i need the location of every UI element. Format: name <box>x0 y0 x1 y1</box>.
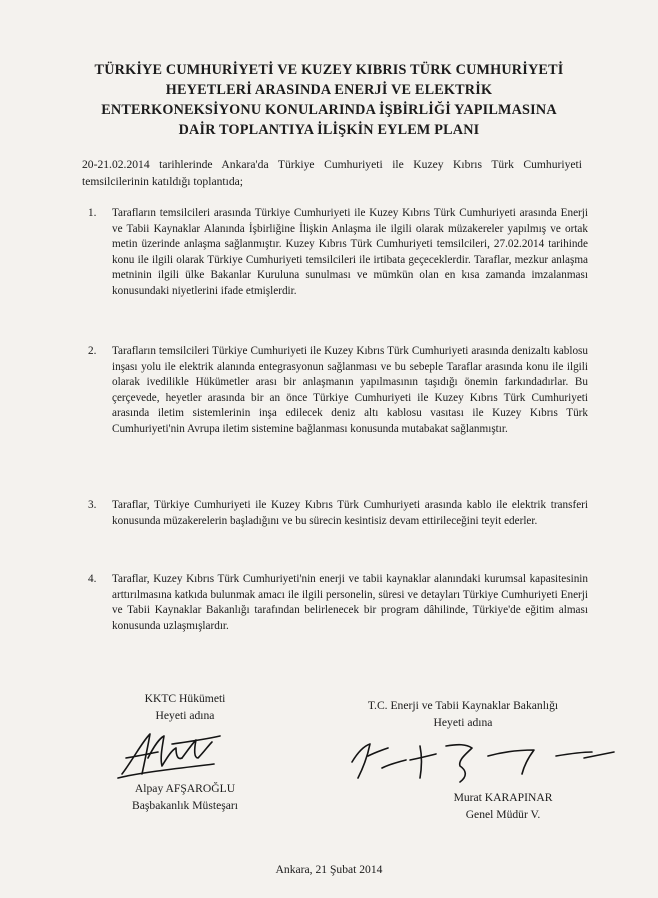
place-and-date: Ankara, 21 Şubat 2014 <box>275 863 383 876</box>
item-text: Taraflar, Kuzey Kıbrıs Türk Cumhuriyeti'nin enerji ve tabii kaynaklar alanındaki kurumsal kapasitesinin arttırılmasına katkıda bulunmak amacı ile ilgili personelin, süresi ve detayları Türkiye Cumhuriyeti Enerji ve Tabii Kaynaklar Bakanlığı tarafından belirlenecek bir program dâhilinde, Türkiye'de eğitim alması konusunda uzlaşmışlardır. <box>112 573 588 632</box>
title-line: TÜRKİYE CUMHURİYETİ VE KUZEY KIBRIS TÜRK CUMHURİYETİ <box>94 62 564 78</box>
item-number: 4. <box>88 573 97 585</box>
item-number: 3. <box>88 499 97 511</box>
item-text: Tarafların temsilcileri Türkiye Cumhuriyeti ile Kuzey Kıbrıs Türk Cumhuriyeti arasında denizaltı kablosu inşası yolu ile elektrik alanında entegrasyonun sağlanması ve bu sebeple Taraflar arasında konu ile ilgili olarak ivedilikle Hükümetler arası bir anlaşmanın yapılmasının taşıdığı önemin farkındadırlar. Bu çerçevede, heyetler arasında bir an önce Türkiye Cumhuriyeti ile Kuzey Kıbrıs Türk Cumhuriyeti arasında iletim sistemlerinin inşa edilecek deniz altı kablosu vasıtası ile Kuzey Kıbrıs Türk Cumhuriyeti'nin Avrupa iletim sistemine bağlanması konusunda mutabakat sağlanmıştır. <box>112 345 588 435</box>
list-item <box>88 344 588 438</box>
signatory-role: Heyeti adına <box>433 716 493 729</box>
item-text: Taraflar, Türkiye Cumhuriyeti ile Kuzey Kıbrıs Türk Cumhuriyeti arasında kablo ile elektrik transferi konusunda müzakerelerin başladığını ve bu sürecin kesintisiz devam ettirileceğini teyit ederler. <box>112 499 588 527</box>
item-number: 1. <box>88 207 97 219</box>
signatory-title: Genel Müdür V. <box>465 808 541 821</box>
signatory-org: T.C. Enerji ve Tabii Kaynaklar Bakanlığı <box>367 699 559 712</box>
item-text: Tarafların temsilcileri arasında Türkiye Cumhuriyeti ile Kuzey Kıbrıs Türk Cumhuriyeti arasında Enerji ve Tabii Kaynaklar Alanında İşbirliğine İlişkin Anlaşma ile ilgili olarak müzakereler yapılmış ve ortak metin üzerinde anlaşma sağlanmıştır. Kuzey Kıbrıs Türk Cumhuriyeti temsilcileri, 27.02.2014 tarihinde konu ile ilgili olarak Türkiye Cumhuriyeti temsilcileri ile irtibata geçeceklerdir. Taraflar, mezkur anlaşma metninin ilgili ülke Bakanlar Kuruluna sunulması ve mümkün olan en kısa zamanda imzalanması konusundaki niyetlerini ifade etmişlerdir. <box>112 207 588 297</box>
handwritten-signature-right <box>348 738 618 784</box>
title-line: DAİR TOPLANTIYA İLİŞKİN EYLEM PLANI <box>178 122 480 138</box>
signatory-title: Başbakanlık Müsteşarı <box>132 799 238 812</box>
signatory-name: Murat KARAPINAR <box>453 791 553 804</box>
list-item <box>88 206 588 300</box>
title-line: ENTERKONEKSİYONU KONULARINDA İŞBİRLİĞİ YAPILMASINA <box>101 102 557 118</box>
list-item <box>88 572 588 634</box>
intro-paragraph: 20-21.02.2014 tarihlerinde Ankara'da Türkiye Cumhuriyeti ile Kuzey Kıbrıs Türk Cumhuriyeti temsilcilerinin katıldığı toplantıda; <box>82 158 582 188</box>
item-number: 2. <box>88 345 97 357</box>
signatory-name: Alpay AFŞAROĞLU <box>134 782 236 795</box>
handwritten-signature-left <box>112 728 232 784</box>
title-line: HEYETLERİ ARASINDA ENERJİ VE ELEKTRİK <box>165 82 493 98</box>
signatory-org: KKTC Hükümeti <box>144 692 226 705</box>
document-title <box>40 60 618 140</box>
signatory-role: Heyeti adına <box>155 709 215 722</box>
list-item <box>88 498 588 529</box>
